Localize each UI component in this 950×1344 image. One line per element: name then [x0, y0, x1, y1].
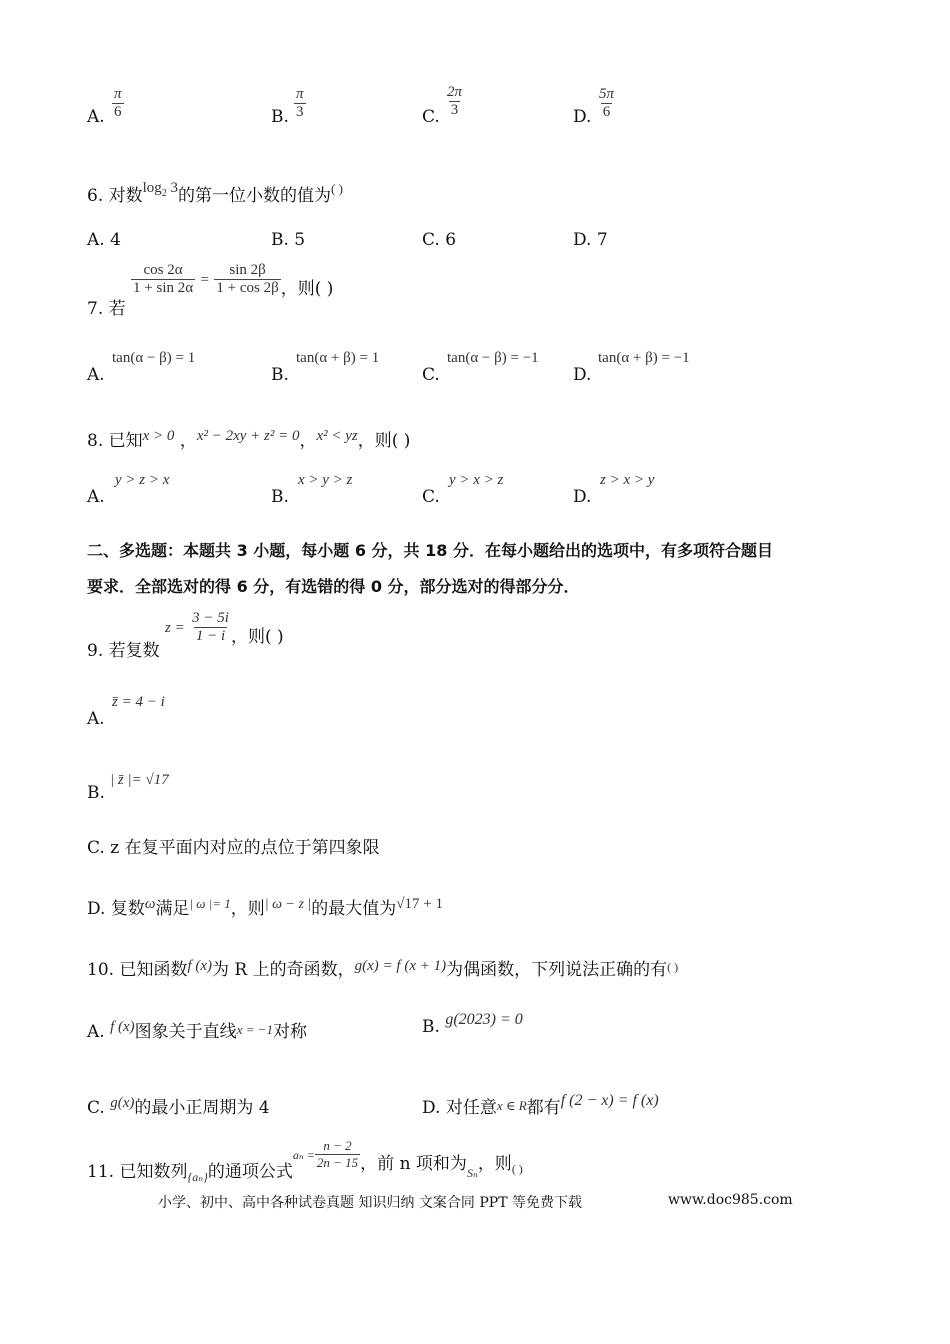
q7-option-b: B. — [271, 365, 289, 385]
q6-option-c: C. 6 — [422, 230, 457, 250]
q7-option-a-expr: tan(α − β) = 1 — [112, 350, 196, 366]
q8-option-a: A. — [87, 487, 105, 507]
q7-option-b-expr: tan(α + β) = 1 — [296, 350, 380, 366]
q8-option-d: D. — [573, 487, 592, 507]
q8-option-d-expr: z > x > y — [600, 472, 655, 488]
q7-option-c: C. — [422, 365, 440, 385]
question-8: 8. 已知x > 0 ，x² − 2xy + z² = 0，x² < yz，则( ) — [87, 428, 411, 451]
section-2-heading-line1: 二、多选题：本题共 3 小题，每小题 6 分，共 18 分．在每小题给出的选项中，有多项符合题目 — [87, 541, 773, 560]
q8-option-a-expr: y > z > x — [115, 472, 170, 488]
q8-option-b-expr: x > y > z — [298, 472, 353, 488]
question-7: 7. 若 $\frac{\cos 2\alpha}{1 + \sin 2\alpha}$ = $\frac{\sin 2\beta}{1 + \cos 2\beta}$ ，则( ) — [87, 262, 334, 319]
q7-option-c-expr: tan(α − β) = −1 — [447, 350, 539, 366]
q7-option-a: A. — [87, 365, 105, 385]
q6-option-a: A. 4 — [87, 230, 121, 250]
q8-option-c: C. — [422, 487, 440, 507]
q8-option-c-expr: y > x > z — [449, 472, 504, 488]
q9-option-b: B. — [87, 783, 105, 803]
q10-option-d: D. 对任意x ∈ R都有f (2 − x) = f (x) — [422, 1092, 659, 1118]
q9-option-a-expr: z̄ = 4 − i — [112, 694, 165, 710]
q5-option-a: A. — [87, 107, 105, 127]
question-10: 10. 已知函数f (x)为 R 上的奇函数，g(x) = f (x + 1)为偶函数，下列说法正确的有( ) — [87, 958, 679, 980]
question-9: 9. 若复数 z = $\frac{3 - 5i}{1 - i}$ ，则( ) — [87, 610, 284, 661]
q7-option-d: D. — [573, 365, 592, 385]
q9-option-b-expr: | z̄ |= √17 — [110, 772, 169, 788]
q8-option-b: B. — [271, 487, 289, 507]
q9-option-d: D. 复数ω满足$^{| \omega |= 1}$，则$^{| \omega - z |}$的最大值为√17 + 1 — [87, 896, 443, 919]
footer-text: 小学、初中、高中各种试卷真题 知识归纳 文案合同 PPT 等免费下载 — [158, 1195, 582, 1211]
q5-option-c-value: $\frac{2\pi}{3}$ — [447, 84, 463, 118]
q9-option-a: A. — [87, 709, 105, 729]
q5-option-c: C. — [422, 107, 440, 127]
q5-option-b-value: $\frac{\pi}{3}$ — [296, 86, 304, 120]
q10-option-b: B. g(2023) = 0 — [422, 1011, 523, 1037]
section-2-heading-line2: 要求．全部选对的得 6 分，有选错的得 0 分，部分选对的得部分分． — [87, 577, 580, 596]
q10-option-a: A. f (x)图象关于直线x = −1对称 — [87, 1019, 307, 1042]
q6-option-d: D. 7 — [573, 230, 608, 250]
q10-option-c: C. g(x)的最小正周期为 4 — [87, 1095, 270, 1118]
footer-url[interactable]: www.doc985.com — [668, 1192, 793, 1208]
q6-option-b: B. 5 — [271, 230, 306, 250]
q9-option-c: C. z 在复平面内对应的点位于第四象限 — [87, 838, 380, 858]
q5-option-a-value: $\frac{\pi}{6}$ — [114, 86, 122, 120]
q7-option-d-expr: tan(α + β) = −1 — [598, 350, 690, 366]
q5-option-d-value: $\frac{5\pi}{6}$ — [599, 86, 615, 120]
q5-option-d: D. — [573, 107, 592, 127]
question-6: 6. 对数$\log_2 3$的第一位小数的值为( ) — [87, 180, 343, 206]
question-11: 11. 已知数列$_{\{a_n\}}$的通项公式aₙ = $\frac{n - 2}{2n - 15}$ ，前 n 项和为$_{S_n}$，则$_{( )}$ — [87, 1138, 523, 1184]
q5-option-b: B. — [271, 107, 289, 127]
